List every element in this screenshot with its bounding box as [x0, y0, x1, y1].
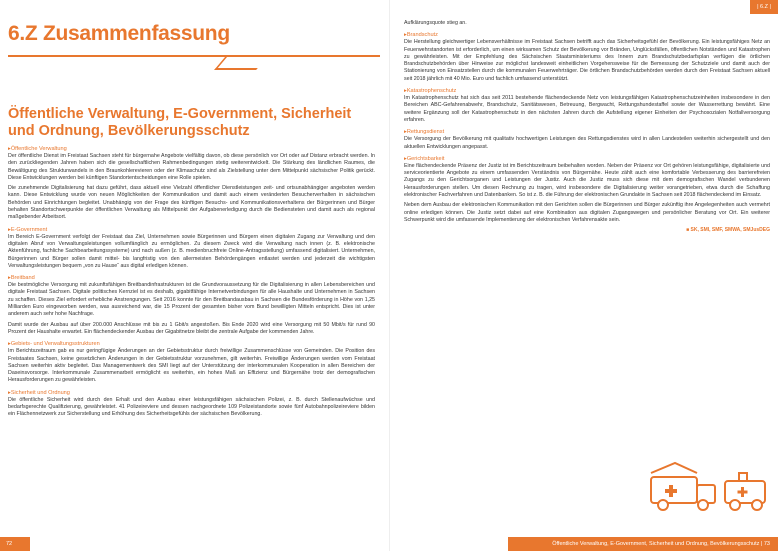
body-paragraph: Die Versorgung der Bevölkerung mit qualitativ hochwertigen Leistungen des Rettungsdienstes wird in allen Landesteilen weiterhin sichergestellt und den aktuellen Entwicklungen angepasst. [404, 136, 770, 150]
continuation-text: Aufklärungsquote stieg an. [404, 20, 467, 26]
body-paragraph: Damit wurde der Ausbau auf über 200.000 Anschlüsse mit bis zu 1 Gbit/s angestoßen. Bis Ende 2020 wird eine Versorgung mit 50 Mbit/s für rund 90 Prozent der Haushalte erwartet. Ein flächendeckender Ausbau der Gigabitnetze bleibt die zentrale Aufgabe der kommenden Jahre. [8, 321, 375, 335]
subheading: ▸ Katastrophenschutz [404, 88, 770, 95]
subheading: ▸ Gebiets- und Verwaltungsstrukturen [8, 341, 375, 348]
subheading: ▸ Öffentliche Verwaltung [8, 146, 375, 153]
left-content [8, 146, 375, 419]
subheading: ▸ Rettungsdienst [404, 129, 770, 136]
body-paragraph: Die zunehmende Digitalisierung hat dazu geführt, dass aktuell eine Vielzahl öffentlicher Dienstleistungen zeit- und ortsunabhängiger angeboten werden kann. Diese Entwicklung wurde von neuen Möglichkeiten der Kommunikation und damit auch einem veränderten Besucherverhalten in sächsischen Behörden und Einrichtungen begleitet. Unabhängig von der Frage des künftigen Besuchs- und Kommunikationsverhaltens der Bürgerinnen und Bürger behalten Standortschwerpunkte der öffentlichen Verwaltung als Mittelpunkt der Aufgabenerledigung durch die Bediensteten und damit auch als regional maßgebender Arbeitsort. [8, 185, 375, 221]
body-paragraph: Die bestmögliche Versorgung mit zukunftsfähigen Breitbandinfrastrukturen ist die Grundvoraussetzung für die Digitalisierung in allen Lebensbereichen und digitale Freistaat Sachsen. Digitale politisches Kernziel ist es deshalb, gigabitfähige Internetverbindungen für alle Haushalte und Unternehmen in Sachsen zu schaffen. Dieses Ziel erfordert erhebliche Anstrengungen. Seit 2016 konnte für den Breitbandausbau in Sachsen die Bundesförderung in Höhe von 1,25 Milliarden Euro eingeworben werden, was ausreichend war, die 15 Prozent der gesamten bisher vom Bund bewilligten Mitteln entspricht. Dies ist unter anderem auch sehr hohe Nachfrage. [8, 282, 375, 318]
body-paragraph: Im Berichtszeitraum gab es nur geringfügige Änderungen an der Gebietsstruktur durch freiwillige Zusammenschlüsse von Gemeinden. Die Position des Freistaates Sachsen, keine gesetzlichen Änderungen in der Gebietsstruktur vorzunehmen, gilt weiterhin. Freiwillige Änderungen werden vom Freistaat Sachsen weiterhin aktiv begleitet. Das Managementwerk des SMI liegt auf der Unterstützung der interkommunalen Kooperation in allen Bereichen der Daseinsvorsorge. Interkommunale Zusammenarbeit ermöglicht es weiterhin, ein hohes Maß an Effizienz und Bürgernähe trotz der demografischen Herausforderungen zu gewährleisten. [8, 348, 375, 384]
subheading: ▸ Breitband [8, 275, 375, 282]
top-page-marker: | 6.Z | [750, 0, 778, 14]
body-paragraph: Im Bereich E-Government verfolgt der Freistaat das Ziel, Unternehmen sowie Bürgerinnen und Bürgern einen digitalen Zugang zur Verwaltung und den digitalen Abruf von Verwaltungsleistungen vollumfänglich zu ermöglichen. Zu diesem Zweck wird die Verwaltung nach innen (z. B. elektronische Aktenführung, fachliche Sachbearbeitungssysteme) und nach außen (z. B. medienbruchfreie Online-Antragsstellung) umfassend digitalisiert. Unternehmen, Bürgerinnen und Bürger sollen damit mittel- bis langfristig von den allermeisten Behördengängen entlastet werden und jederzeit die wichtigsten Verwaltungsleistungen bequem „von zu Hause“ aus digital erledigen können. [8, 233, 375, 269]
subheading: ▸ Sicherheit und Ordnung [8, 390, 375, 397]
body-paragraph: Im Katastrophenschutz hat sich das seit 2011 bestehende flächendeckende Netz von leistungsfähigen Katastrophenschutzeinheiten insbesondere in den Bereichen ABC-Gefahrenabwehr, Brandschutz, Sanitätswesen, Betreuung, Bergwacht, Rettungshundestaffel sowie der Wasserrettung bewährt. Eine weitere Ergänzung soll der Katastrophenschutz in den nächsten Jahren durch die Aufstellung eigener Einheiten der Psychosozialen Notfallversorgung erfahren. [404, 95, 770, 123]
subheading: ▸ Gerichtsbarkeit [404, 156, 770, 163]
section-title: Öffentliche Verwaltung, E-Government, Sicherheit und Ordnung, Bevölkerungsschutz [8, 106, 352, 139]
body-paragraph: Neben dem Ausbau der elektronischen Kommunikation mit den Gerichten sollen die Bürgerinnen und Bürger zukünftig ihre Angelegenheiten auch vermehrt online erledigen können. Die Justiz setzt dabei auf eine Kombination aus digitalen Zugangswegen und persönlicher Beratung vor Ort. Ein weiterer Schwerpunkt wird die umfassende Implementierung der elektronischen Verfahrensakte sein. [404, 202, 770, 223]
ministry-tags: ■ SK, SMI, SMF, SMWA, SMJusDEG [686, 227, 770, 234]
subheading: ▸ Brandschutz [404, 32, 770, 39]
body-paragraph: Die Herstellung gleichwertiger Lebensverhältnisse im Freistaat Sachsen betrifft auch das Sicherheitsgefühl der Bevölkerung. Ein leistungsfähiges Netz an Feuerwehrstandorten ist erforderlich, um einen wirksamen Schutz der Bevölkerung vor Bränden, Unglücksfällen, öffentlichen Notständen und Katastrophen zu gewährleisten. Mit der Empfehlung des Sächsischen Staatsministeriums des Innern zum Brandschutzbedarfsplan verfügen die örtlichen Brandschutzbehörden über Hinweise zur möglichst landesweit einheitlichen Vorgehensweise für die Bemessung der Schutzziele und damit auch der Stationierung von Einsatzstellen durch die kommunalen Feuerwehrträger. Die örtlichen Brandschutzbehörden werden durch den Freistaat Sachsen aktuell seit 2018 jährlich mit 40 Mio. Euro und fachlich umfassend unterstützt. [404, 39, 770, 82]
emergency-vehicles-illustration [645, 447, 773, 522]
body-paragraph: Die öffentliche Sicherheit wird durch den Erhalt und den Ausbau einer leistungsfähigen sächsischen Polizei, z. B. durch Stellenaufwüchse und bedarfsgerechte Qualifizierung, gewährleistet. 41 Polizeireviere und dessen nachgeordnete 109 Polizeistandorte sowie fünf Autobahnpolizeireviere bilden ein Flächennetzwerk zur Sicherstellung und Erhöhung des Sicherheitsgefühls der sächsischen Bevölkerung. [8, 396, 375, 418]
body-paragraph: Der öffentliche Dienst im Freistaat Sachsen steht für bürgernahe Angebote vielfältig davon, ob diese persönlich vor Ort oder auf Distanz erbracht werden. In den zurückliegenden Jahren haben sich die gesellschaftlichen Rahmenbedingungen stetig weiterentwickelt. Die Stärkung des ländlichen Raumes, die Bewältigung des Strukturwandels in den Braunkohlerevieren oder der Klimaschutz sind als Zielstellung unter dem Mittelpunkt sächsischer Politik gerückt. Diese Entwicklungen werden bei künftigen Standortentscheidungen eine Rolle spielen. [8, 153, 375, 181]
subheading: ▸ E-Government [8, 227, 375, 234]
chapter-title: 6.Z Zusammenfassung [8, 22, 230, 45]
right-footer: Öffentliche Verwaltung, E-Government, Sicherheit und Ordnung, Bevölkerungsschutz | 73 [508, 537, 778, 551]
right-page [389, 0, 778, 551]
left-page-number: 72 [0, 537, 30, 551]
right-content [404, 32, 770, 224]
body-paragraph: Eine flächendeckende Präsenz der Justiz ist im Berichtszeitraum beibehalten worden. Neben der Präsenz vor Ort gehören leistungsfähige, digitalisierte und serviceorientierte Angebote zu einem umfassenden Verständnis von Bürgernähe. Heute zählt auch eine komfortable Verbesserung des barrierefreien Zugangs zu den Gerichtsorganen und Leistungen der Justiz. Auch die Justiz muss sich diese mit dem demografischen Wandel verbundenen Herausforderungen stellen. Um diesen Rechnung zu tragen, wird insbesondere die Digitalisierung weiter vorangetrieben, etwa durch die Schaffung elektronischer Fachverfahren und Datenbanken. So ist z. B. die Führung der elektronischen Grundakte in Sachsen seit 2018 flächendeckend im Einsatz. [404, 162, 770, 199]
chapter-rule [8, 50, 375, 68]
left-page [0, 0, 389, 551]
